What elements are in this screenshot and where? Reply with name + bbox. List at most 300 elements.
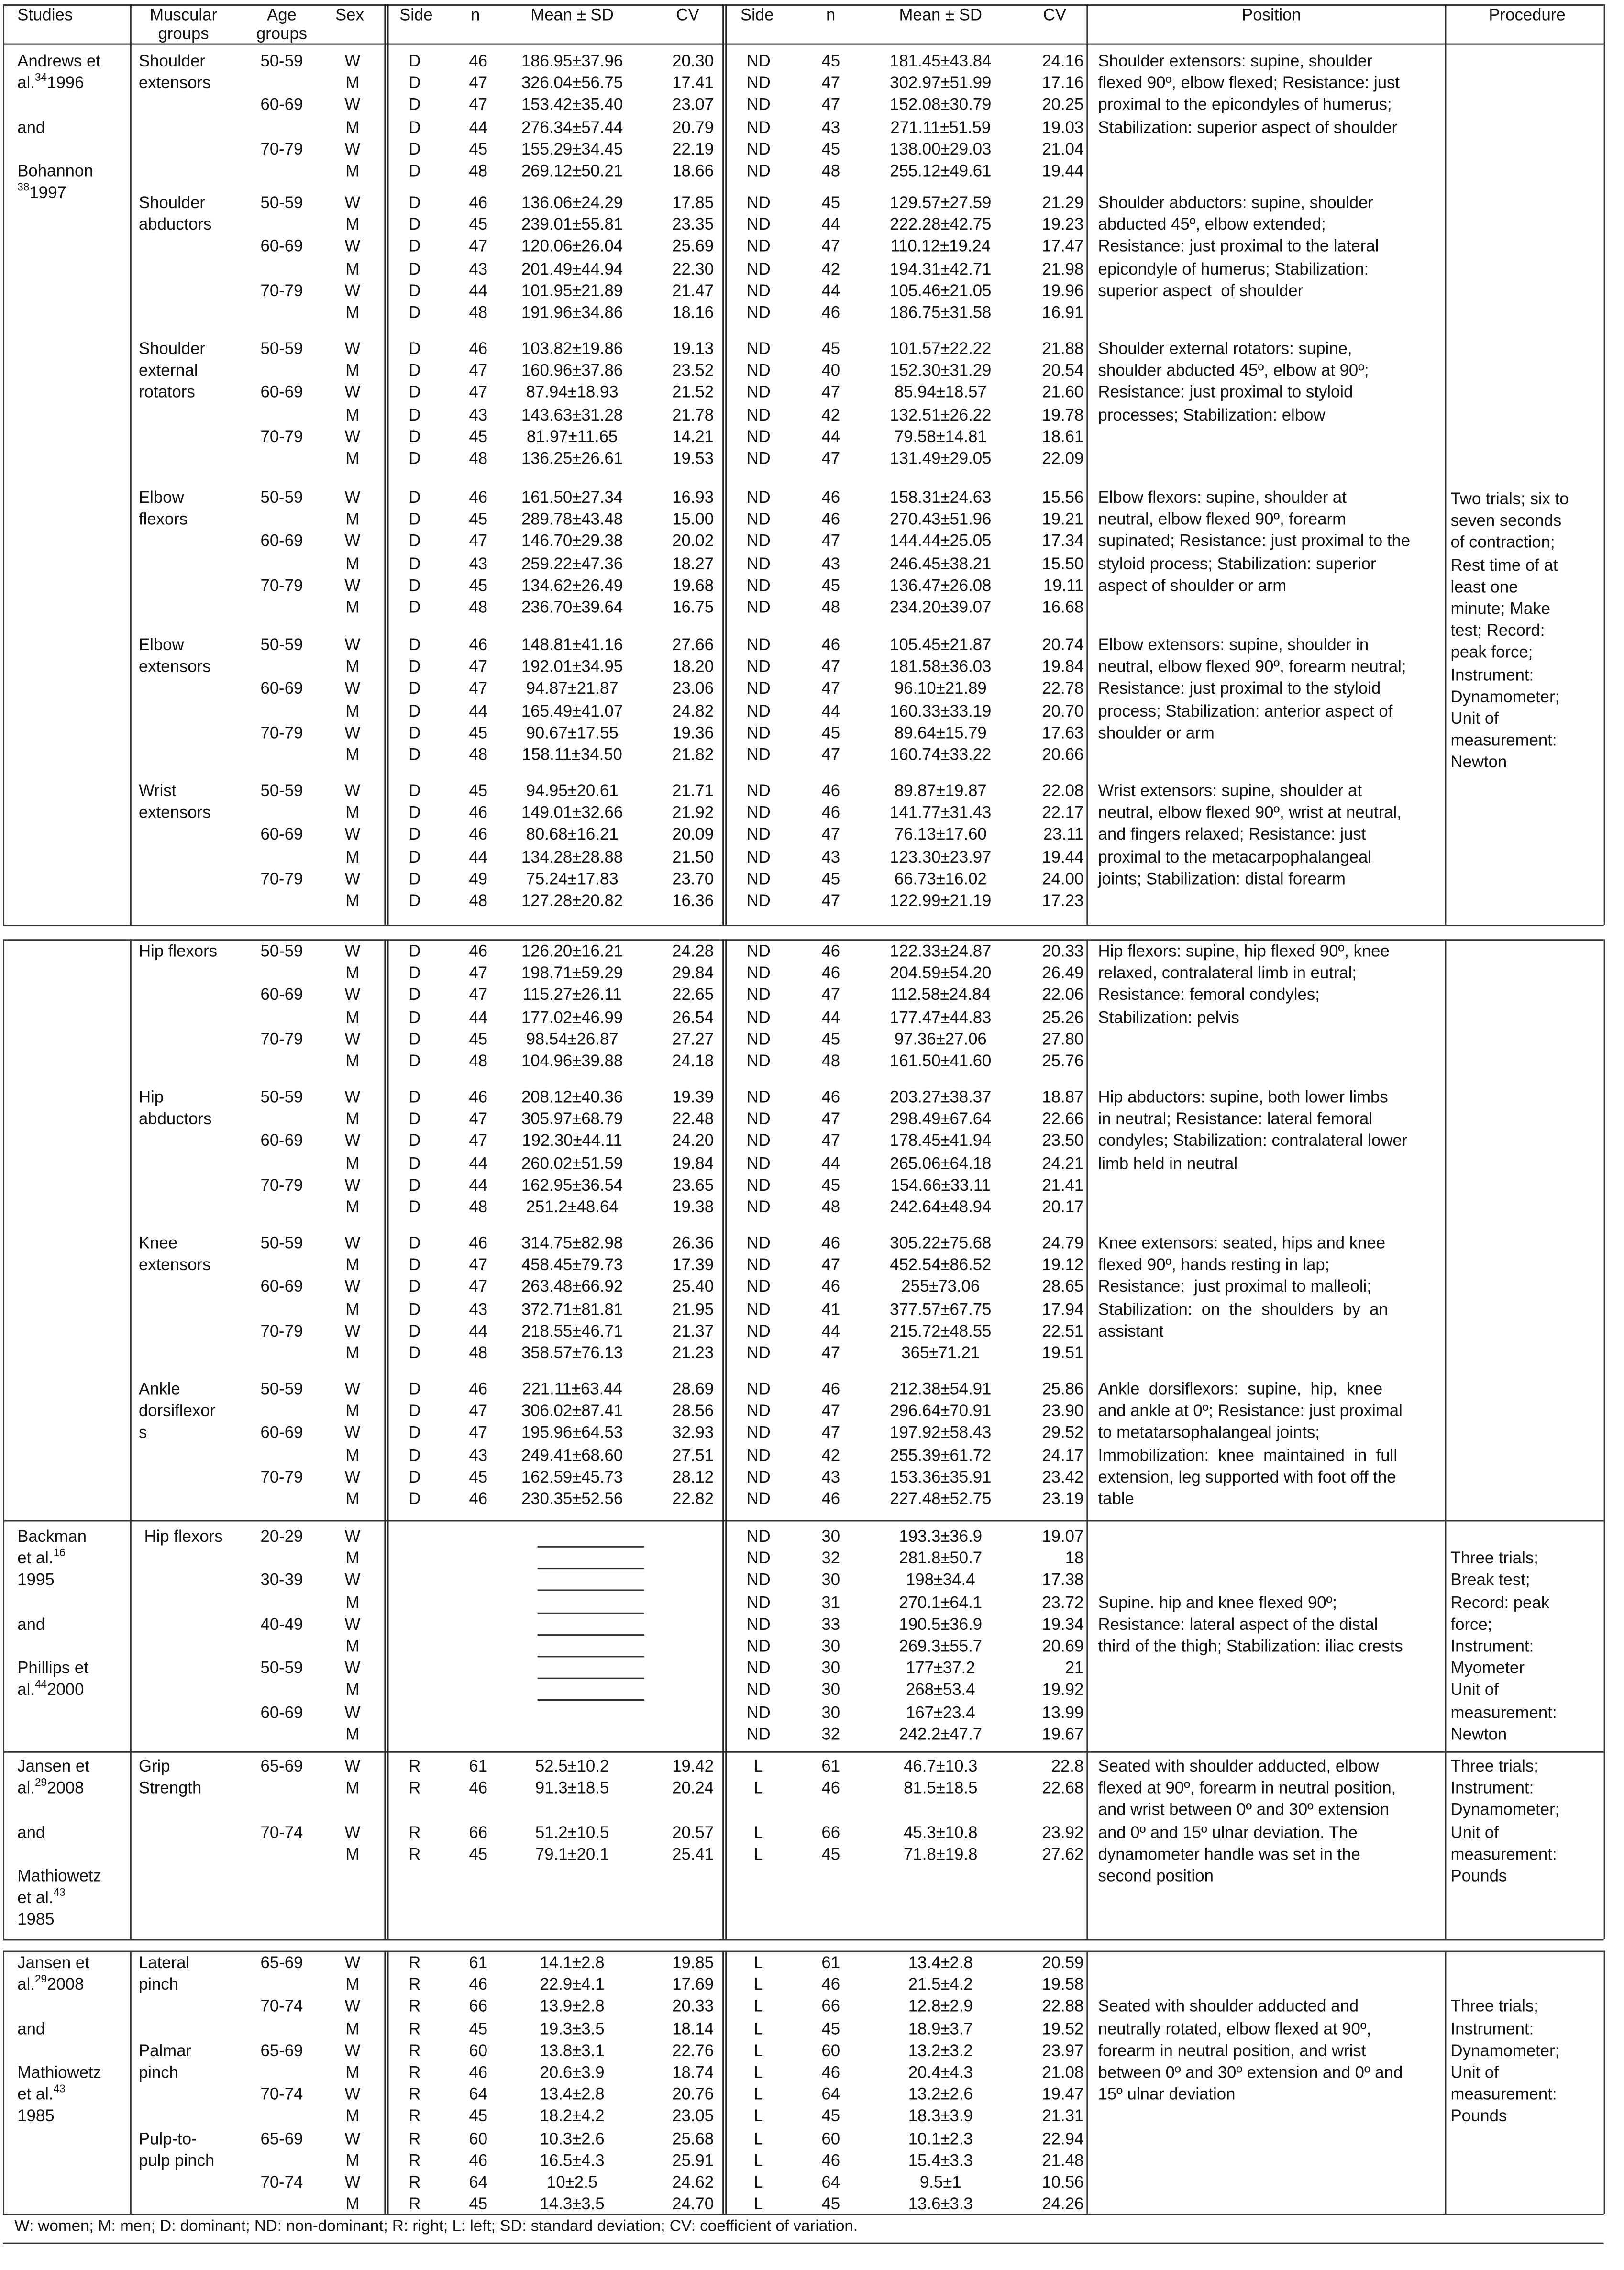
table-cell: 21.98 <box>1042 261 1084 278</box>
table-cell: ND <box>746 305 771 322</box>
position-text: Resistance: just proximal to the lateral <box>1098 239 1379 256</box>
table-cell: 19.36 <box>672 725 714 742</box>
column-divider <box>722 4 724 925</box>
table-cell: D <box>409 783 421 801</box>
column-divider <box>722 1951 724 2214</box>
table-cell: 20.74 <box>1042 637 1084 655</box>
column-divider <box>1604 939 1605 1520</box>
table-cell: D <box>409 217 421 234</box>
procedure-text: measurement: <box>1450 732 1557 751</box>
table-cell: 60-69 <box>260 1279 303 1297</box>
table-cell: 24.70 <box>672 2196 714 2214</box>
table-cell: 30-39 <box>260 1572 303 1590</box>
table-cell: 270.1±64.1 <box>899 1595 983 1612</box>
table-cell: 20.76 <box>672 2087 714 2104</box>
table-cell: ND <box>746 1111 771 1129</box>
table-cell: M <box>345 1403 360 1421</box>
table-cell: D <box>409 53 421 71</box>
table-cell: 204.59±54.20 <box>890 965 992 983</box>
table-cell: W <box>344 1661 361 1678</box>
table-cell: 45.3±10.8 <box>904 1824 978 1842</box>
table-cell: 18.61 <box>1042 429 1084 446</box>
table-cell: 296.64±70.91 <box>890 1403 992 1421</box>
muscle-group: s <box>138 1425 147 1443</box>
table-cell: 32.93 <box>672 1425 714 1443</box>
citation-superscript: 29 <box>34 1972 47 1986</box>
table-cell: 44 <box>469 1177 488 1195</box>
table-cell: 246.45±38.21 <box>890 555 992 573</box>
column-divider <box>1086 1751 1088 1939</box>
procedure-text: Instrument: <box>1450 1780 1534 1798</box>
column-header: Sex <box>335 7 364 25</box>
table-cell: D <box>409 1089 421 1107</box>
muscle-group: Hip <box>138 1089 164 1107</box>
table-cell: 44 <box>469 1323 488 1341</box>
table-cell: 178.45±41.94 <box>890 1133 992 1151</box>
table-cell: ND <box>746 1595 771 1612</box>
table-cell: 47 <box>821 987 840 1005</box>
table-cell: 19.34 <box>1042 1617 1084 1634</box>
muscle-group: dorsiflexor <box>138 1403 216 1421</box>
column-divider <box>130 939 132 1520</box>
table-cell: 42 <box>821 407 840 424</box>
citation-superscript: 34 <box>34 71 47 84</box>
table-cell: W <box>344 827 361 845</box>
table-cell: R <box>409 1780 421 1798</box>
column-divider <box>3 1520 4 1751</box>
study-citation: Jansen et <box>17 1758 89 1776</box>
position-text: Wrist extensors: supine, shoulder at <box>1098 783 1362 801</box>
table-cell: R <box>409 2174 421 2192</box>
table-cell: M <box>345 805 360 823</box>
table-cell: 281.8±50.7 <box>899 1550 983 1568</box>
table-cell: 10.56 <box>1042 2174 1084 2192</box>
table-cell: 15.56 <box>1042 489 1084 508</box>
table-cell: M <box>345 511 360 530</box>
table-cell: D <box>409 75 421 93</box>
footnote-rule <box>3 2243 1604 2244</box>
table-cell: W <box>344 1425 361 1443</box>
table-cell: ND <box>746 659 771 677</box>
not-reported-dash <box>538 1568 645 1570</box>
table-cell: M <box>345 305 360 322</box>
table-cell: 24.82 <box>672 703 714 720</box>
table-cell: R <box>409 1955 421 1972</box>
table-cell: 94.87±21.87 <box>526 681 619 699</box>
table-cell: 91.3±18.5 <box>535 1780 609 1798</box>
position-text: aspect of shoulder or arm <box>1098 577 1287 595</box>
table-cell: M <box>345 217 360 234</box>
table-cell: D <box>409 555 421 573</box>
table-cell: W <box>344 943 361 961</box>
table-cell: 21.08 <box>1042 2065 1084 2082</box>
table-cell: 48 <box>469 893 488 910</box>
table-cell: 18.87 <box>1042 1089 1084 1107</box>
table-cell: 148.81±41.16 <box>521 637 623 655</box>
table-cell: 60 <box>821 2043 840 2060</box>
table-cell: 60-69 <box>260 97 303 115</box>
table-cell: 46 <box>469 1089 488 1107</box>
table-cell: 75.24±17.83 <box>526 871 619 888</box>
table-cell: W <box>344 987 361 1005</box>
table-cell: D <box>409 97 421 115</box>
not-reported-dash <box>538 1546 645 1548</box>
table-cell: W <box>344 239 361 256</box>
table-cell: 198.71±59.29 <box>521 965 623 983</box>
table-cell: 46 <box>469 2065 488 2082</box>
table-cell: 136.47±26.08 <box>890 577 992 595</box>
table-cell: 9.5±1 <box>919 2174 961 2192</box>
column-divider <box>384 939 386 1520</box>
column-divider <box>722 1520 724 1751</box>
procedure-text: test; Record: <box>1450 623 1545 641</box>
table-cell: 47 <box>821 1257 840 1275</box>
table-cell: 43 <box>469 261 488 278</box>
table-cell: 23.97 <box>1042 2043 1084 2060</box>
table-cell: W <box>344 577 361 595</box>
table-cell: 47 <box>469 1425 488 1443</box>
table-cell: 18.2±4.2 <box>540 2108 605 2126</box>
table-cell: 64 <box>821 2087 840 2104</box>
table-cell: 47 <box>469 659 488 677</box>
table-cell: 23.92 <box>1042 1824 1084 1842</box>
table-cell: 302.97±51.99 <box>890 75 992 93</box>
column-divider <box>387 1951 388 2214</box>
procedure-text: Unit of <box>1450 1824 1499 1842</box>
table-cell: W <box>344 1089 361 1107</box>
table-cell: 21.92 <box>672 805 714 823</box>
table-cell: 23.50 <box>1042 1133 1084 1151</box>
column-header: Muscular groups <box>150 7 218 44</box>
table-cell: 181.45±43.84 <box>890 53 992 71</box>
table-cell: D <box>409 239 421 256</box>
column-divider <box>130 1520 132 1751</box>
table-cell: D <box>409 1009 421 1027</box>
table-cell: D <box>409 489 421 508</box>
position-text: Resistance: just proximal to malleoli; <box>1098 1279 1371 1297</box>
table-cell: 138.00±29.03 <box>890 141 992 159</box>
table-cell: 20.70 <box>1042 703 1084 720</box>
table-cell: 16.93 <box>672 489 714 508</box>
table-cell: M <box>345 1550 360 1568</box>
table-cell: M <box>345 1257 360 1275</box>
position-text: abducted 45º, elbow extended; <box>1098 217 1326 234</box>
table-cell: D <box>409 1491 421 1509</box>
procedure-text: Three trials; <box>1450 1999 1538 2016</box>
procedure-text: measurement: <box>1450 2087 1557 2104</box>
table-cell: 46 <box>469 489 488 508</box>
table-cell: 22.06 <box>1042 987 1084 1005</box>
table-cell: 43 <box>469 1447 488 1465</box>
table-cell: 22.19 <box>672 141 714 159</box>
table-cell: M <box>345 2152 360 2170</box>
table-cell: 65-69 <box>260 1955 303 1972</box>
study-citation: and <box>17 2021 45 2038</box>
table-cell: 66 <box>821 1999 840 2016</box>
table-cell: 134.62±26.49 <box>521 577 623 595</box>
table-cell: 47 <box>469 1257 488 1275</box>
table-cell: 19.78 <box>1042 407 1084 424</box>
position-text: condyles; Stabilization: contralateral lower <box>1098 1133 1408 1151</box>
table-cell: 47 <box>469 965 488 983</box>
column-divider <box>3 1951 4 2214</box>
position-text: table <box>1098 1491 1134 1509</box>
table-cell: M <box>345 1111 360 1129</box>
table-cell: 46 <box>469 827 488 845</box>
table-cell: R <box>409 1977 421 1994</box>
table-cell: 46 <box>821 1279 840 1297</box>
procedure-text: Dynamometer; <box>1450 689 1560 707</box>
table-cell: ND <box>746 341 771 359</box>
table-cell: 158.11±34.50 <box>522 747 622 764</box>
table-cell: 89.87±19.87 <box>894 783 987 801</box>
position-text: Supine. hip and knee flexed 90º; <box>1098 1595 1337 1612</box>
table-cell: W <box>344 1704 361 1722</box>
table-cell: 21.50 <box>672 849 714 867</box>
table-cell: 81.5±18.5 <box>904 1780 978 1798</box>
table-cell: 47 <box>821 1133 840 1151</box>
position-text: proximal to the epicondyles of humerus; <box>1098 97 1392 115</box>
table-cell: ND <box>746 217 771 234</box>
table-cell: D <box>409 637 421 655</box>
position-text: Seated with shoulder adducted, elbow <box>1098 1758 1379 1776</box>
table-cell: M <box>345 1639 360 1656</box>
table-cell: 20.25 <box>1042 97 1084 115</box>
table-cell: 65-69 <box>260 2130 303 2148</box>
table-cell: M <box>345 261 360 278</box>
table-cell: 19.38 <box>672 1199 714 1217</box>
muscle-group: Elbow <box>138 637 184 655</box>
table-cell: M <box>345 1009 360 1027</box>
position-text: neutrally rotated, elbow flexed at 90º, <box>1098 2021 1371 2038</box>
position-text: Resistance: just proximal to styloid <box>1098 385 1353 402</box>
muscle-group: extensors <box>138 1257 211 1275</box>
position-text: neutral, elbow flexed 90º, forearm neutral; <box>1098 659 1406 677</box>
table-cell: ND <box>746 1155 771 1173</box>
table-cell: 28.65 <box>1042 1279 1084 1297</box>
table-cell: 46 <box>469 943 488 961</box>
table-cell: 131.49±29.05 <box>890 451 992 468</box>
procedure-text: Pounds <box>1450 1868 1507 1886</box>
table-cell: 60 <box>469 2043 488 2060</box>
table-cell: D <box>409 1447 421 1465</box>
table-cell: 13.9±2.8 <box>540 1999 605 2016</box>
position-text: Resistance: lateral aspect of the distal <box>1098 1617 1378 1634</box>
table-cell: 80.68±16.21 <box>526 827 619 845</box>
table-cell: ND <box>746 871 771 888</box>
position-text: Shoulder external rotators: supine, <box>1098 341 1352 359</box>
table-cell: ND <box>746 1639 771 1656</box>
table-cell: ND <box>746 1199 771 1217</box>
table-cell: M <box>345 1682 360 1700</box>
column-header: n <box>471 7 480 25</box>
table-cell: D <box>409 659 421 677</box>
table-cell: 270.43±51.96 <box>890 511 992 530</box>
table-cell: R <box>409 2043 421 2060</box>
column-header: CV <box>676 7 699 25</box>
table-cell: 48 <box>469 1053 488 1071</box>
table-cell: 22.78 <box>1042 681 1084 699</box>
position-text: assistant <box>1098 1323 1164 1341</box>
table-cell: 20.54 <box>1042 363 1084 380</box>
table-cell: 190.5±36.9 <box>899 1617 983 1634</box>
table-cell: W <box>344 637 361 655</box>
column-header: Position <box>1242 7 1301 25</box>
muscle-group: extensors <box>138 75 211 93</box>
muscle-group: Elbow <box>138 489 184 508</box>
table-cell: 19.58 <box>1042 1977 1084 1994</box>
table-cell: 298.49±67.64 <box>890 1111 992 1129</box>
table-cell: D <box>409 1403 421 1421</box>
study-citation: al.$^{34}$1996 <box>17 71 84 93</box>
muscle-group: Shoulder <box>138 195 206 212</box>
table-cell: 105.46±21.05 <box>890 283 992 300</box>
table-cell: 251.2±48.64 <box>526 1199 619 1217</box>
column-divider <box>722 1751 724 1939</box>
table-cell: 21.48 <box>1042 2152 1084 2170</box>
table-cell: 22.76 <box>672 2043 714 2060</box>
table-cell: 32 <box>821 1550 840 1568</box>
table-cell: 365±71.21 <box>901 1345 980 1363</box>
table-cell: 20.09 <box>672 827 714 845</box>
table-cell: W <box>344 1617 361 1634</box>
column-divider <box>1086 1520 1088 1751</box>
table-cell: 177.47±44.83 <box>890 1009 992 1027</box>
table-cell: 18.14 <box>672 2021 714 2038</box>
table-cell: 46 <box>821 943 840 961</box>
table-cell: 23.11 <box>1043 827 1084 845</box>
table-cell: 152.08±30.79 <box>890 97 992 115</box>
table-cell: 48 <box>821 163 840 181</box>
table-cell: 16.36 <box>672 893 714 910</box>
table-cell: 25.86 <box>1042 1381 1084 1399</box>
study-citation: 1985 <box>17 1912 55 1930</box>
position-text: and ankle at 0º; Resistance: just proximal <box>1098 1403 1403 1421</box>
study-citation: al.$^{29}$2008 <box>17 1776 84 1798</box>
table-cell: ND <box>746 97 771 115</box>
table-cell: 177±37.2 <box>906 1661 975 1678</box>
table-cell: R <box>409 2021 421 2038</box>
table-cell: 129.57±27.59 <box>890 195 992 212</box>
table-cell: 46 <box>469 2152 488 2170</box>
table-cell: 64 <box>821 2174 840 2192</box>
table-cell: M <box>345 1199 360 1217</box>
table-cell: 20.24 <box>672 1780 714 1798</box>
table-cell: 45 <box>821 2021 840 2038</box>
table-cell: ND <box>746 53 771 71</box>
table-cell: 70-79 <box>260 1323 303 1341</box>
table-cell: D <box>409 1345 421 1363</box>
table-cell: 141.77±31.43 <box>890 805 992 823</box>
table-cell: ND <box>746 1235 771 1253</box>
muscle-group: extensors <box>138 805 211 823</box>
table-cell: 70-74 <box>260 2087 303 2104</box>
table-bottom-rule <box>3 2214 1604 2215</box>
table-cell: 105.45±21.87 <box>890 637 992 655</box>
table-cell: M <box>345 1447 360 1465</box>
table-cell: 269.3±55.7 <box>899 1639 983 1656</box>
table-cell: 18.3±3.9 <box>908 2108 973 2126</box>
table-cell: 19.42 <box>672 1758 714 1776</box>
table-cell: 289.78±43.48 <box>521 511 623 530</box>
table-cell: L <box>754 1780 763 1798</box>
table-cell: 47 <box>821 747 840 764</box>
table-cell: 19.13 <box>672 341 714 359</box>
table-cell: ND <box>746 1381 771 1399</box>
column-divider <box>725 1520 727 1751</box>
table-cell: D <box>409 1155 421 1173</box>
table-cell: 26.36 <box>672 1235 714 1253</box>
procedure-text: force; <box>1450 1617 1492 1634</box>
table-cell: 22.17 <box>1042 805 1084 823</box>
table-cell: 14.1±2.8 <box>540 1955 605 1972</box>
muscle-group: abductors <box>138 217 212 234</box>
column-header: n <box>826 7 836 25</box>
table-cell: D <box>409 1425 421 1443</box>
table-cell: 19.52 <box>1042 2021 1084 2038</box>
position-text: Shoulder extensors: supine, shoulder <box>1098 53 1373 71</box>
table-cell: 44 <box>821 217 840 234</box>
procedure-text: least one <box>1450 579 1518 597</box>
table-cell: W <box>344 1824 361 1842</box>
table-cell: 46 <box>821 783 840 801</box>
table-cell: 25.91 <box>672 2152 714 2170</box>
column-divider <box>722 939 724 1520</box>
table-cell: 85.94±18.57 <box>894 385 987 402</box>
table-cell: 255±73.06 <box>901 1279 980 1297</box>
table-cell: 48 <box>469 747 488 764</box>
procedure-text: Record: peak <box>1450 1595 1550 1612</box>
table-cell: 45 <box>469 577 488 595</box>
table-cell: 17.34 <box>1042 533 1084 551</box>
table-cell: 41 <box>821 1301 840 1319</box>
position-text: in neutral; Resistance: lateral femoral <box>1098 1111 1372 1129</box>
table-cell: 47 <box>821 1403 840 1421</box>
table-cell: 40-49 <box>260 1617 303 1634</box>
table-cell: 306.02±87.41 <box>521 1403 623 1421</box>
table-cell: 50-59 <box>260 341 303 359</box>
table-cell: 20.79 <box>672 119 714 137</box>
citation-superscript: 44 <box>34 1678 47 1692</box>
table-cell: 46 <box>821 1089 840 1107</box>
position-text: flexed 90º, hands resting in lap; <box>1098 1257 1330 1275</box>
position-text: shoulder or arm <box>1098 725 1215 742</box>
table-cell: 24.16 <box>1042 53 1084 71</box>
procedure-text: Break test; <box>1450 1572 1530 1590</box>
table-cell: 61 <box>469 1758 488 1776</box>
muscle-group: Lateral <box>138 1955 190 1972</box>
position-text: forearm in neutral position, and wrist <box>1098 2043 1366 2060</box>
table-cell: 47 <box>821 681 840 699</box>
table-cell: 191.96±34.86 <box>521 305 623 322</box>
table-cell: L <box>754 2196 763 2214</box>
study-citation: and <box>17 1617 45 1634</box>
table-cell: 47 <box>469 987 488 1005</box>
table-cell: 20.02 <box>672 533 714 551</box>
table-cell: M <box>345 893 360 910</box>
table-cell: 45 <box>821 871 840 888</box>
table-cell: ND <box>746 1572 771 1590</box>
table-cell: W <box>344 195 361 212</box>
table-cell: 21.47 <box>672 283 714 300</box>
table-cell: ND <box>746 163 771 181</box>
position-text: supinated; Resistance: just proximal to the <box>1098 533 1411 551</box>
column-divider <box>1445 1520 1446 1751</box>
table-cell: 326.04±56.75 <box>521 75 623 93</box>
position-text: and 0º and 15º ulnar deviation. The <box>1098 1824 1358 1842</box>
table-cell: 198±34.4 <box>906 1572 975 1590</box>
position-text: 15º ulnar deviation <box>1098 2087 1236 2104</box>
